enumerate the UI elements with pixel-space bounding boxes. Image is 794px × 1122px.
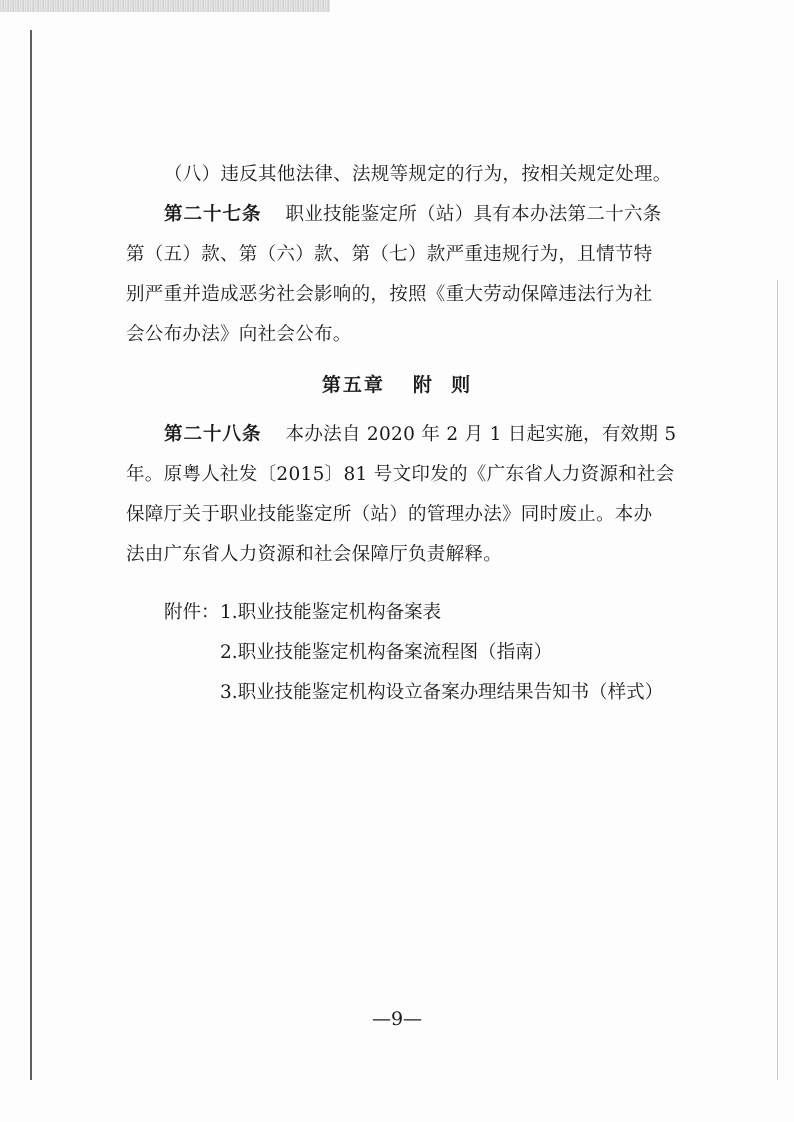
- attachment-item-2: 2.职业技能鉴定机构备案流程图（指南）: [220, 642, 553, 663]
- attachment-item-3: 3.职业技能鉴定机构设立备案办理结果告知书（样式）: [220, 682, 664, 703]
- article-28-title: 第二十八条: [164, 424, 262, 445]
- article-28-line-3: 保障厅关于职业技能鉴定所（站）的管理办法》同时废止。本办: [126, 504, 653, 525]
- article-27-line-3: 别严重并造成恶劣社会影响的，按照《重大劳动保障违法行为社: [126, 284, 653, 305]
- scan-artifact-right-edge: [777, 280, 778, 1080]
- chapter-label: 第五章: [321, 374, 385, 396]
- article-27-text-1: 职业技能鉴定所（站）具有本办法第二十六条: [285, 204, 662, 225]
- chapter-heading: [0, 370, 794, 397]
- article-28-text-1: 本办法自 2020 年 2 月 1 日起实施，有效期 5: [285, 424, 677, 445]
- article-27-line-2: 第（五）款、第（六）款、第（七）款严重违规行为，且情节特: [126, 244, 653, 265]
- page-number: —9—: [371, 1008, 423, 1030]
- article-27-line-1: [164, 203, 724, 227]
- article-26-item-8: （八）违反其他法律、法规等规定的行为，按相关规定处理。: [164, 164, 672, 185]
- scan-artifact-top: [0, 0, 330, 12]
- article-28-line-2: 年。原粤人社发〔2015〕81 号文印发的《广东省人力资源和社会: [126, 464, 675, 485]
- article-27-title: 第二十七条: [164, 204, 262, 225]
- attachment-item-1: 1.职业技能鉴定机构备案表: [220, 602, 442, 623]
- article-28-line-1: [164, 423, 724, 447]
- article-27-line-4: 会公布办法》向社会公布。: [126, 324, 352, 345]
- attachments-label: 附件：: [164, 602, 220, 623]
- article-28-line-4: 法由广东省人力资源和社会保障厅负责解释。: [126, 544, 503, 565]
- chapter-title: 附 则: [412, 374, 473, 396]
- scan-artifact-left-edge: [30, 30, 32, 1080]
